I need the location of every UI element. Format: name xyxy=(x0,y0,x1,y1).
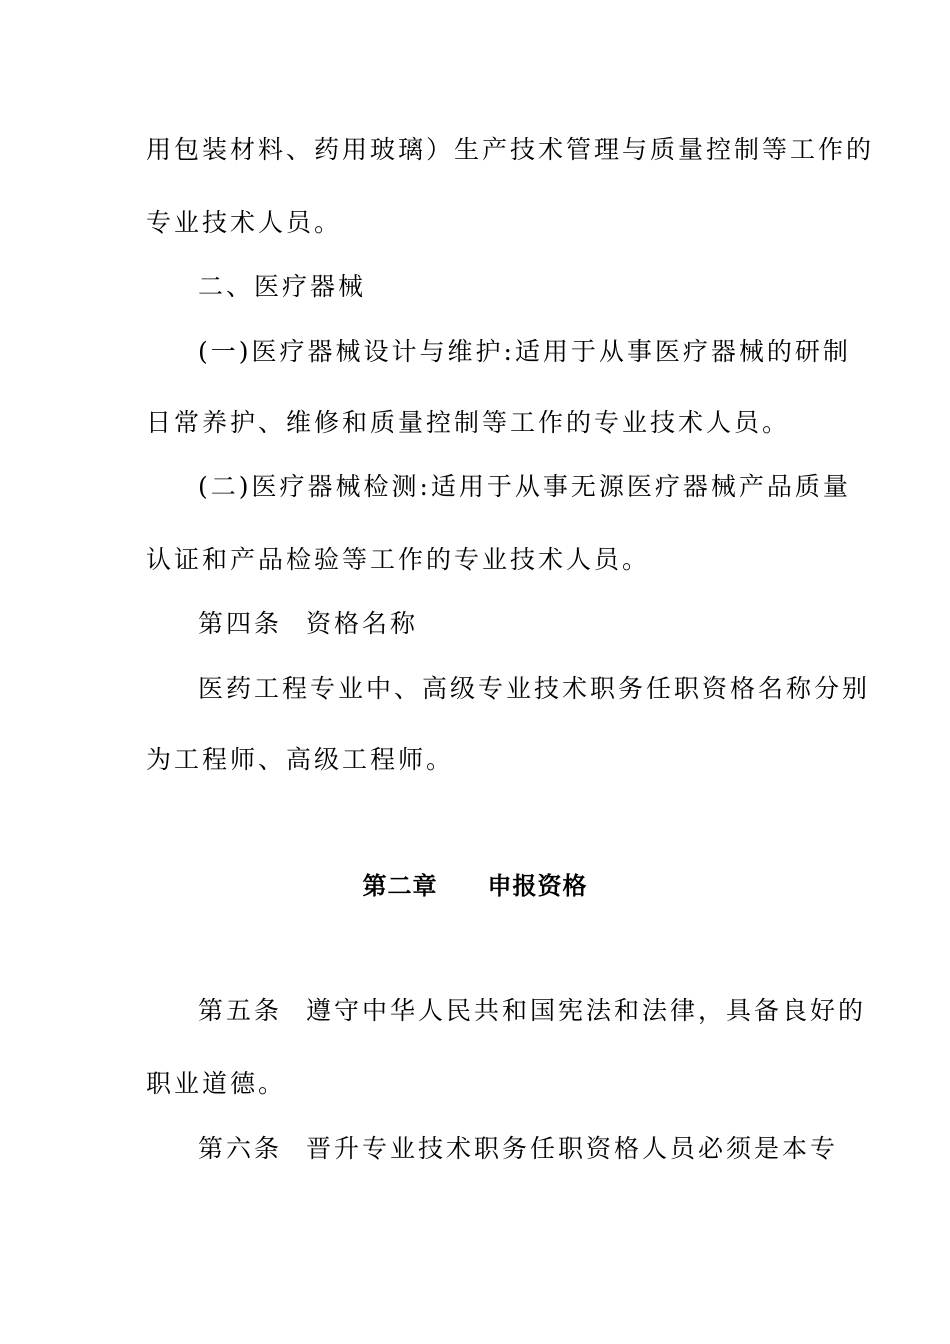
article-four xyxy=(198,607,806,641)
article-label: 第五条 xyxy=(198,996,283,1025)
article-text: 晋升专业技术职务任职资格人员必须是本专 xyxy=(306,1134,839,1163)
paragraph-line: 职业道德。 xyxy=(146,1069,287,1098)
chapter-heading xyxy=(0,869,950,903)
article-title: 资格名称 xyxy=(306,609,419,638)
section-heading-medical-devices: 二、医疗器械 xyxy=(198,272,367,301)
paragraph-line: 认证和产品检验等工作的专业技术人员。 xyxy=(146,545,651,574)
paragraph-line: 日常养护、维修和质量控制等工作的专业技术人员。 xyxy=(146,408,791,437)
article-text: 遵守中华人民共和国宪法和法律，具备良好的 xyxy=(306,996,867,1025)
article-label: 第四条 xyxy=(198,609,283,638)
chapter-title: 申报资格 xyxy=(487,872,588,900)
chapter-number: 第二章 xyxy=(362,872,438,900)
article-six xyxy=(198,1132,839,1166)
paragraph-line: 专业技术人员。 xyxy=(146,208,343,237)
article-label: 第六条 xyxy=(198,1134,283,1163)
article-five xyxy=(198,994,867,1028)
paragraph-line: (一)医疗器械设计与维护:适用于从事医疗器械的研制 xyxy=(198,337,851,366)
paragraph-line: 用包装材料、药用玻璃）生产技术管理与质量控制等工作的 xyxy=(146,135,875,164)
paragraph-line: 医药工程专业中、高级专业技术职务任职资格名称分别 xyxy=(198,674,871,703)
paragraph-line: 为工程师、高级工程师。 xyxy=(146,745,455,774)
paragraph-line: (二)医疗器械检测:适用于从事无源医疗器械产品质量 xyxy=(198,472,851,501)
